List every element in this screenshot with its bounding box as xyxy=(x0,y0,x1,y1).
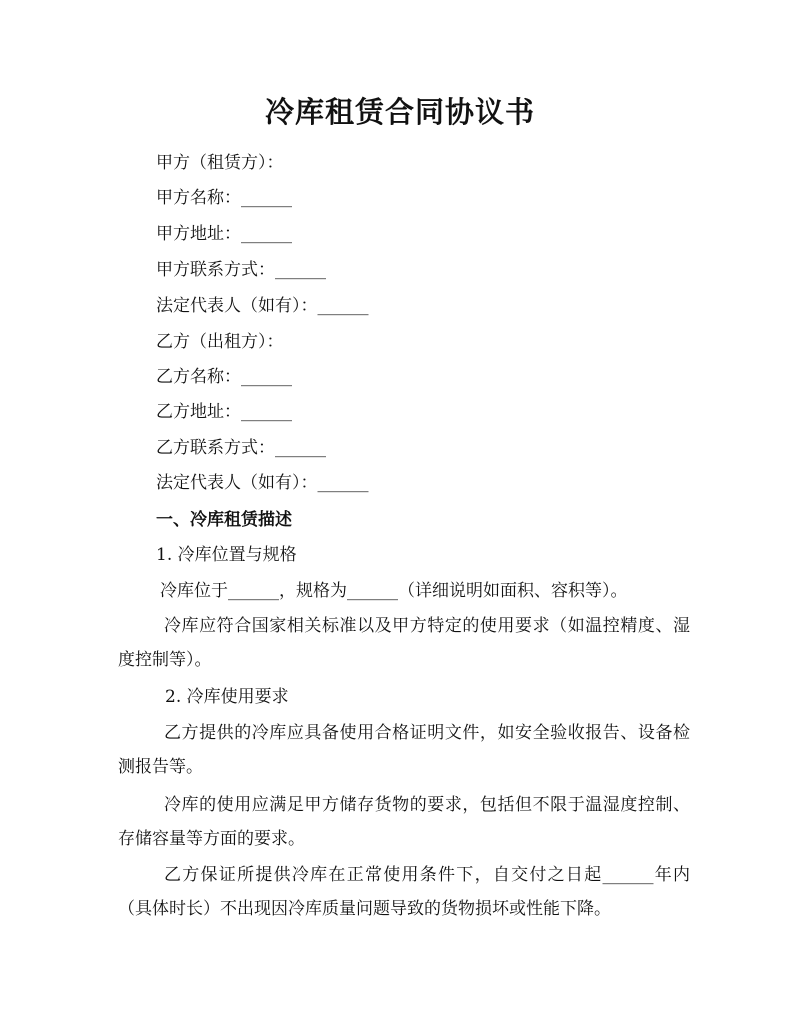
subsection-1-paragraph-2: 冷库应符合国家相关标准以及甲方特定的使用要求（如温控精度、湿度控制等）。 xyxy=(118,616,690,670)
party-b-name: 乙方名称：______ xyxy=(156,367,292,387)
party-b-heading: 乙方（出租方）： xyxy=(156,332,284,352)
party-a-heading: 甲方（租赁方）： xyxy=(156,153,284,173)
party-b-contact: 乙方联系方式：______ xyxy=(156,438,326,458)
party-a-legal-rep: 法定代表人（如有）：______ xyxy=(156,296,369,316)
document-title: 冷库租赁合同协议书 xyxy=(264,95,535,129)
subsection-1-paragraph-1: 冷库位于______，规格为______（详细说明如面积、容积等）。 xyxy=(160,581,628,601)
subsection-2-heading: 2. 冷库使用要求 xyxy=(165,687,289,707)
subsection-2-paragraph-2: 冷库的使用应满足甲方储存货物的要求，包括但不限于温湿度控制、存储容量等方面的要求。 xyxy=(118,795,690,849)
section-1-heading: 一、冷库租赁描述 xyxy=(156,510,292,530)
subsection-2-paragraph-3: 乙方保证所提供冷库在正常使用条件下，自交付之日起______年内（具体时长）不出现因冷库质量问题导致的货物损坏或性能下降。 xyxy=(118,865,690,919)
subsection-1-heading: 1. 冷库位置与规格 xyxy=(156,545,297,565)
party-b-address: 乙方地址：______ xyxy=(156,402,292,422)
party-a-name: 甲方名称：______ xyxy=(156,188,292,208)
party-a-address: 甲方地址：______ xyxy=(156,224,292,244)
party-b-legal-rep: 法定代表人（如有）：______ xyxy=(156,473,369,493)
subsection-2-paragraph-1: 乙方提供的冷库应具备使用合格证明文件，如安全验收报告、设备检测报告等。 xyxy=(118,723,690,777)
party-a-contact: 甲方联系方式：______ xyxy=(156,260,326,280)
